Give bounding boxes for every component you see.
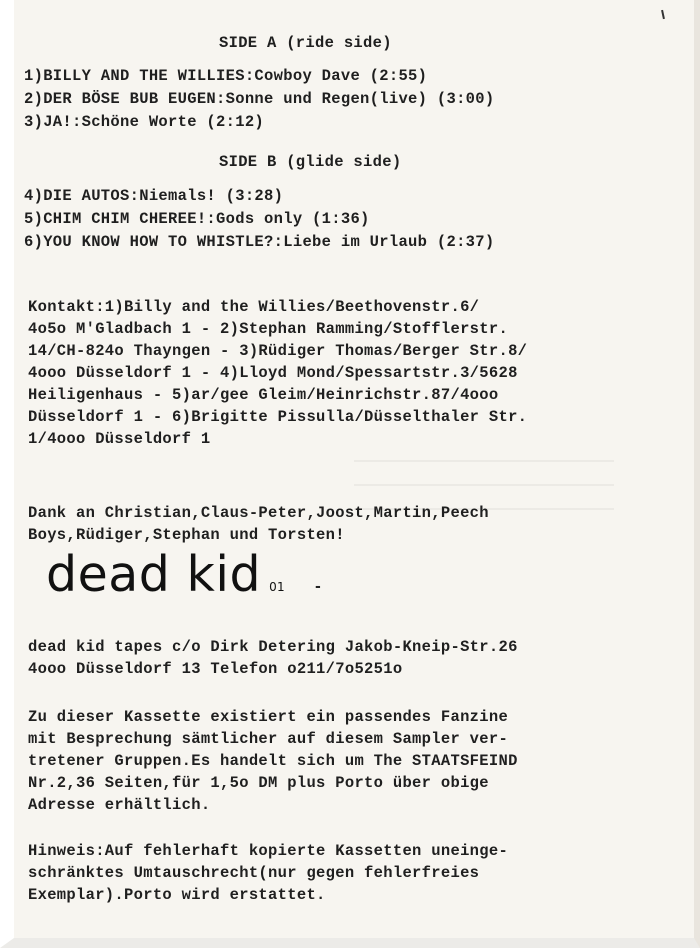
exchange-note: Hinweis:Auf fehlerhaft kopierte Kassetten uneinge- schränktes Umtauschrecht(nur gegen fehlerfreies Exemplar).Porto wird erstattet.: [28, 842, 509, 904]
track-item: 1)BILLY AND THE WILLIES:Cowboy Dave (2:55): [24, 67, 428, 85]
track-item: 5)CHIM CHIM CHEREE!:Gods only (1:36): [24, 210, 370, 228]
side-b-tracklist: [24, 185, 494, 254]
track-item: 3)JA!:Schöne Worte (2:12): [24, 113, 265, 131]
dead-kid-logo: [46, 546, 322, 603]
track-item: 4)DIE AUTOS:Niemals! (3:28): [24, 187, 284, 205]
side-b-heading: SIDE B (glide side): [219, 153, 402, 171]
logo-dash: -: [314, 579, 322, 595]
track-item: 6)YOU KNOW HOW TO WHISTLE?:Liebe im Urlaub (2:37): [24, 233, 495, 251]
track-item: 2)DER BÖSE BUB EUGEN:Sonne und Regen(live) (3:00): [24, 90, 495, 108]
contact-addresses: Kontakt:1)Billy and the Willies/Beethovenstr.6/ 4o5o M'Gladbach 1 - 2)Stephan Ramming/Stofflerstr. 14/CH-824o Thayngen - 3)Rüdiger Thomas/Berger Str.8/ 4ooo Düsseldorf 1 - 4)Lloyd Mond/Spessartstr.3/5628 Heiligenhaus - 5)ar/gee Gleim/Heinrichstr.87/4ooo Düsseldorf 1 - 6)Brigitte Pissulla/Düsselthaler Str. 1/4ooo Düsseldorf 1: [28, 298, 528, 448]
label-address: dead kid tapes c/o Dirk Detering Jakob-Kneip-Str.26 4ooo Düsseldorf 13 Telefon o211/7o5251o: [28, 638, 518, 678]
side-a-heading: SIDE A (ride side): [219, 34, 392, 52]
thanks-text: Dank an Christian,Claus-Peter,Joost,Martin,Peech Boys,Rüdiger,Stephan und Torsten!: [28, 504, 489, 544]
logo-wordmark: dead kid: [46, 546, 262, 603]
side-a-tracklist: [24, 65, 494, 134]
logo-catalog-number: 01: [269, 580, 285, 594]
pen-mark: [661, 10, 665, 19]
fanzine-info: Zu dieser Kassette existiert ein passendes Fanzine mit Besprechung sämtlicher auf diesem Sampler ver- tretener Gruppen.Es handelt sich um The STAATSFEIND Nr.2,36 Seiten,für 1,5o DM plus Porto über obige Adresse erhältlich.: [28, 708, 518, 814]
